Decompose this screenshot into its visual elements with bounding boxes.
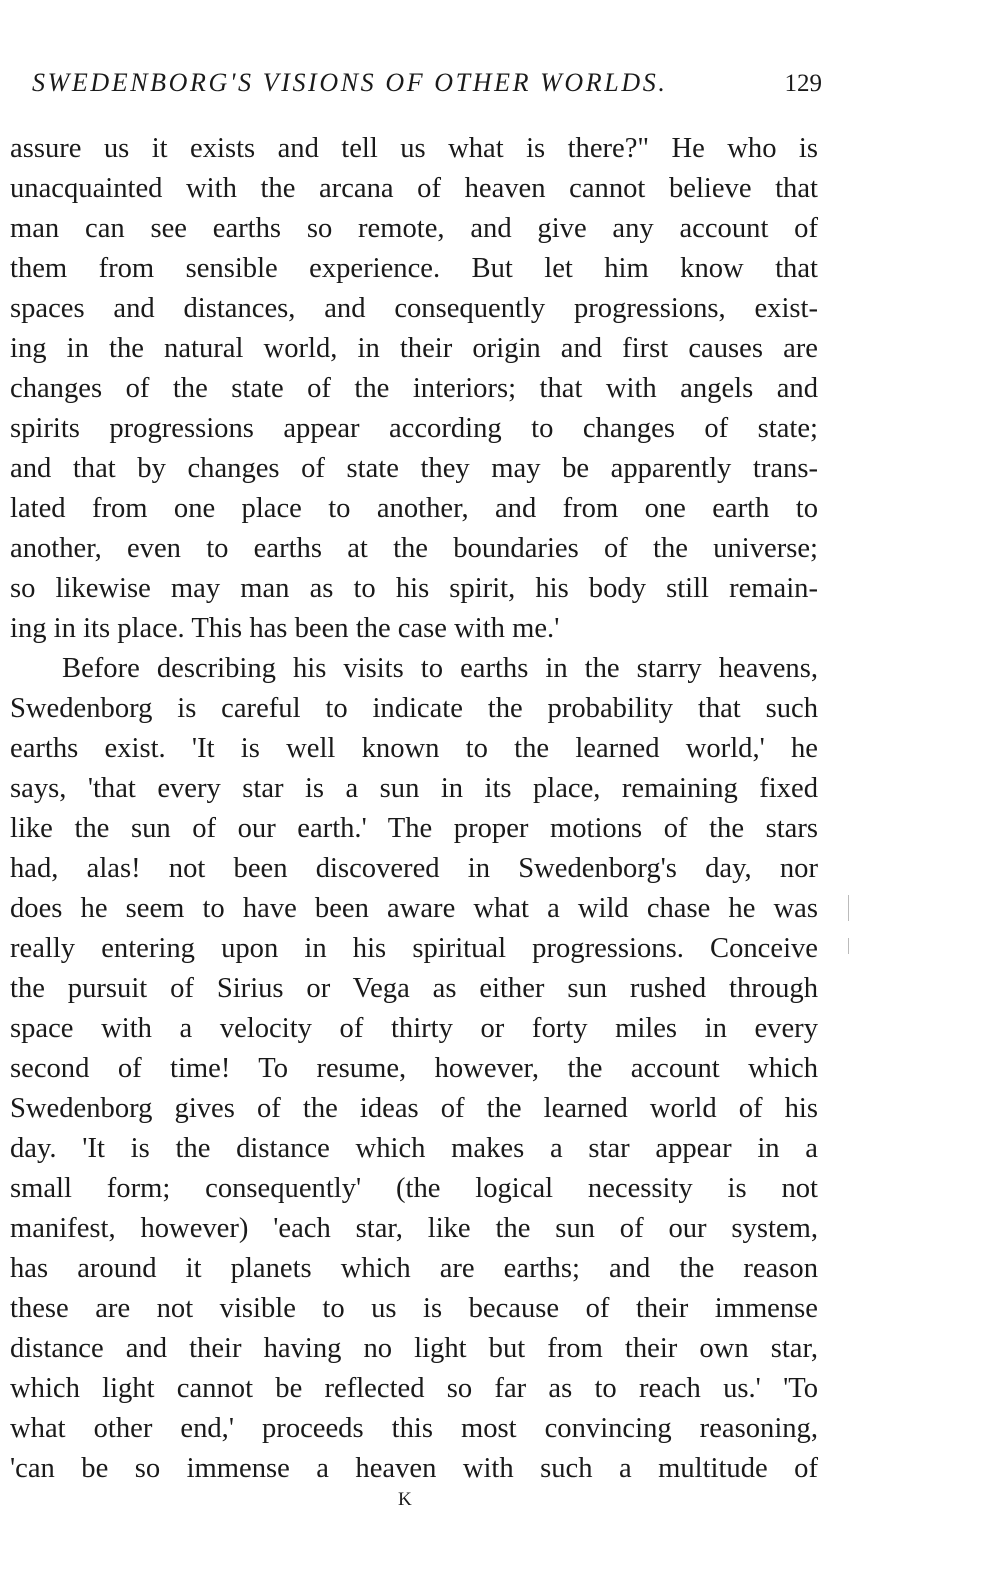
text-line: manifest, however) 'each star, like the sun of our system, <box>10 1213 818 1244</box>
running-header <box>32 68 822 108</box>
text-line: says, 'that every star is a sun in its place, remaining fixed <box>10 773 818 804</box>
text-line: like the sun of our earth.' The proper motions of the stars <box>10 813 818 844</box>
text-line: assure us it exists and tell us what is there?" He who is <box>10 133 818 164</box>
text-line: space with a velocity of thirty or forty miles in every <box>10 1013 818 1044</box>
page-number: 129 <box>784 70 822 97</box>
text-line: Swedenborg gives of the ideas of the learned world of his <box>10 1093 818 1124</box>
text-line: had, alas! not been discovered in Swedenborg's day, nor <box>10 853 818 884</box>
text-line: small form; consequently' (the logical necessity is not <box>10 1173 818 1204</box>
text-line: what other end,' proceeds this most convincing reasoning, <box>10 1413 818 1444</box>
text-line: these are not visible to us is because of their immense <box>10 1293 818 1324</box>
text-line: 'can be so immense a heaven with such a multitude of <box>10 1453 818 1484</box>
text-line: the pursuit of Sirius or Vega as either sun rushed through <box>10 973 818 1004</box>
text-line: ing in its place. This has been the case with me.' <box>10 613 560 644</box>
text-line: Swedenborg is careful to indicate the probability that such <box>10 693 818 724</box>
scan-speck <box>848 938 849 954</box>
text-line: distance and their having no light but from their own star, <box>10 1333 818 1364</box>
text-line: man can see earths so remote, and give any account of <box>10 213 818 244</box>
text-line: Before describing his visits to earths in the starry heavens, <box>62 653 818 684</box>
text-line: unacquainted with the arcana of heaven cannot believe that <box>10 173 818 204</box>
text-line: changes of the state of the interiors; that with angels and <box>10 373 818 404</box>
text-line: and that by changes of state they may be apparently trans- <box>10 453 818 484</box>
text-line: does he seem to have been aware what a wild chase he was <box>10 893 818 924</box>
text-line: another, even to earths at the boundaries of the universe; <box>10 533 818 564</box>
text-line: earths exist. 'It is well known to the learned world,' he <box>10 733 818 764</box>
text-line: really entering upon in his spiritual progressions. Conceive <box>10 933 818 964</box>
text-line: ing in the natural world, in their origin and first causes are <box>10 333 818 364</box>
body-text <box>10 129 818 1489</box>
text-line: has around it planets which are earths; and the reason <box>10 1253 818 1284</box>
text-line: them from sensible experience. But let him know that <box>10 253 818 284</box>
text-line: so likewise may man as to his spirit, his body still remain- <box>10 573 818 604</box>
signature-mark: K <box>398 1489 413 1510</box>
running-title: SWEDENBORG'S VISIONS OF OTHER WORLDS. <box>32 68 668 97</box>
text-line: second of time! To resume, however, the account which <box>10 1053 818 1084</box>
text-line: day. 'It is the distance which makes a star appear in a <box>10 1133 818 1164</box>
text-line: lated from one place to another, and from one earth to <box>10 493 818 524</box>
text-line: spirits progressions appear according to changes of state; <box>10 413 818 444</box>
text-line: spaces and distances, and consequently progressions, exist- <box>10 293 818 324</box>
text-line: which light cannot be reflected so far as to reach us.' 'To <box>10 1373 818 1404</box>
scan-speck <box>848 895 849 921</box>
